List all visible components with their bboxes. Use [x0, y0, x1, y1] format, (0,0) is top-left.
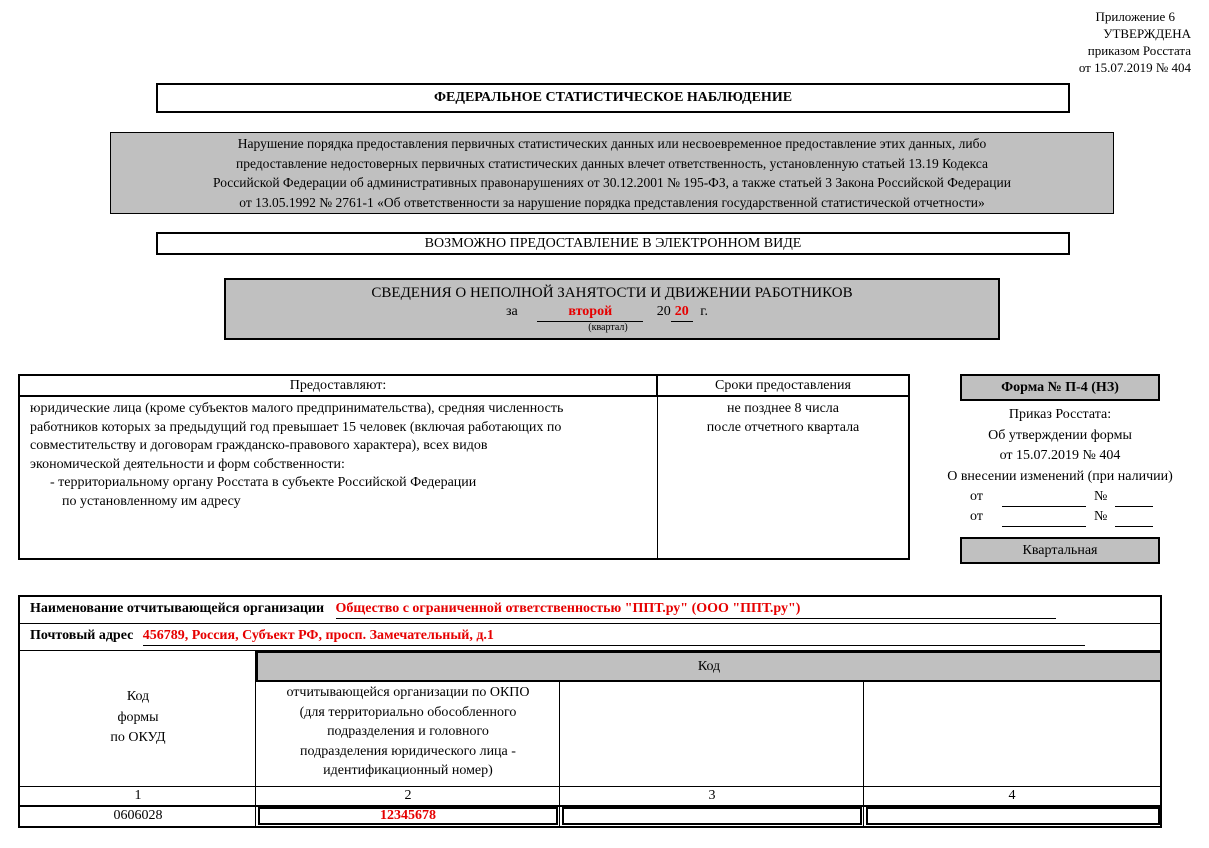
annex-line: Приложение 6	[1095, 9, 1175, 24]
annex-block	[1031, 8, 1191, 76]
year-value[interactable]: 20	[671, 303, 693, 322]
okpo-header-line: (для территориально обособленного	[299, 704, 517, 720]
change-date-field[interactable]	[1002, 490, 1086, 507]
who-line: работников которых за предыдущий год превышает 15 человек (включая работающих по	[30, 419, 562, 435]
who-line: экономической деятельности и форм собственности:	[30, 456, 345, 472]
warning-line: Российской Федерации об административных правонарушениях от 30.12.2001 № 195-ФЗ, а также статьей 3 Закона Российской Федерации	[213, 175, 1011, 190]
provide-who-header	[20, 376, 658, 397]
change-date-field[interactable]	[1002, 510, 1086, 527]
okud-header-line: формы	[117, 709, 159, 725]
warning-line: предоставление недостоверных первичных статистических данных влечет ответственность, установленную статьей 13.19 Кодекса	[235, 155, 989, 171]
periodicity-box	[960, 537, 1160, 564]
org-address-value[interactable]: 456789, Россия, Субъект РФ, просп. Замечательный, д.1	[143, 627, 1085, 646]
annex-line: УТВЕРЖДЕНА	[1103, 26, 1191, 41]
code-col4-value[interactable]	[866, 807, 1160, 825]
org-name-label: Наименование отчитывающейся организации	[30, 601, 325, 616]
from-label: от	[970, 489, 983, 504]
okud-header-line: Код	[126, 689, 150, 704]
changes-label: О внесении изменений (при наличии)	[947, 468, 1173, 484]
form-number-box	[960, 374, 1160, 401]
electronic-label: ВОЗМОЖНО ПРЕДОСТАВЛЕНИЕ В ЭЛЕКТРОННОМ ВИДЕ	[424, 236, 802, 251]
report-title-box	[224, 278, 1000, 340]
quarter-caption: (квартал)	[588, 322, 628, 333]
annex-line: от 15.07.2019 № 404	[1078, 60, 1191, 75]
okpo-header-line: подразделения юридического лица -	[300, 743, 516, 759]
quarter-value[interactable]: второй	[537, 303, 643, 322]
year-prefix: 20	[656, 304, 671, 319]
order-line: от 15.07.2019 № 404	[999, 448, 1121, 463]
report-title: СВЕДЕНИЯ О НЕПОЛНОЙ ЗАНЯТОСТИ И ДВИЖЕНИИ РАБОТНИКОВ	[371, 285, 853, 301]
num-label: №	[1093, 509, 1108, 524]
who-bullet: по установленному им адресу	[62, 493, 241, 509]
order-line: Об утверждении формы	[988, 427, 1132, 443]
code-col3-value[interactable]	[562, 807, 862, 825]
order-block	[920, 405, 1200, 487]
who-line: совместительству и договорам гражданско-правового характера), всех видов	[30, 438, 488, 453]
okpo-header-line: идентификационный номер)	[323, 763, 493, 778]
okpo-header-line: отчитывающейся организации по ОКПО	[286, 685, 530, 700]
annex-line: приказом Росстата	[1087, 43, 1191, 58]
electronic-box	[156, 232, 1070, 255]
provide-when-body	[658, 400, 908, 437]
who-bullet: - территориальному органу Росстата в субъекте Российской Федерации	[50, 475, 477, 490]
changes-row-1	[970, 487, 1170, 507]
col-number: 1	[134, 788, 142, 803]
okud-header	[20, 687, 256, 749]
from-label: от	[970, 509, 983, 524]
warning-box	[110, 132, 1114, 214]
year-unit: г.	[700, 304, 708, 319]
when-line: после отчетного квартала	[706, 419, 860, 435]
change-number-field[interactable]	[1115, 490, 1153, 507]
num-label: №	[1093, 489, 1108, 504]
col-number: 4	[1008, 788, 1016, 803]
number-row	[20, 786, 1160, 807]
change-number-field[interactable]	[1115, 510, 1153, 527]
org-address-row	[20, 624, 1160, 651]
org-name-value[interactable]: Общество с ограниченной ответственностью "ППТ.ру" (ООО "ППТ.ру")	[336, 600, 1056, 619]
org-name-row	[20, 597, 1160, 624]
who-header-text: Предоставляют:	[289, 378, 387, 393]
when-line: не позднее 8 числа	[727, 401, 839, 416]
warning-line: от 13.05.1992 № 2761-1 «Об ответственности за нарушение порядка представления государственной статистической отчетности»	[239, 194, 985, 210]
okud-header-line: по ОКУД	[110, 730, 166, 745]
org-block	[18, 595, 1162, 828]
code-header-text: Код	[697, 659, 721, 674]
for-label: за	[506, 304, 518, 319]
changes-row-2	[970, 507, 1170, 527]
who-line: юридические лица (кроме субъектов малого предпринимательства), средняя численность	[30, 401, 564, 416]
col-number: 3	[708, 788, 716, 803]
okud-value[interactable]: 0606028	[113, 808, 163, 823]
okpo-header-line: подразделения и головного	[327, 724, 489, 739]
order-line: Приказ Росстата:	[1008, 407, 1112, 422]
when-header-text: Сроки предоставления	[715, 378, 851, 393]
org-address-label: Почтовый адрес	[30, 628, 134, 643]
federal-title: ФЕДЕРАЛЬНОЕ СТАТИСТИЧЕСКОЕ НАБЛЮДЕНИЕ	[433, 90, 793, 105]
federal-title-box	[156, 83, 1070, 113]
code-header	[256, 651, 1160, 682]
provide-when-header	[658, 376, 908, 397]
warning-line: Нарушение порядка предоставления первичных статистических данных или несвоевременное предоставление этих данных, либо	[237, 136, 987, 151]
okpo-header	[256, 683, 560, 781]
periodicity: Квартальная	[1022, 543, 1098, 558]
form-number: Форма № П-4 (НЗ)	[1001, 380, 1119, 395]
values-row	[20, 807, 1160, 826]
provide-who-body	[30, 400, 650, 511]
okpo-value[interactable]: 12345678	[380, 808, 436, 823]
provide-table	[18, 374, 910, 560]
col-number: 2	[404, 788, 412, 803]
